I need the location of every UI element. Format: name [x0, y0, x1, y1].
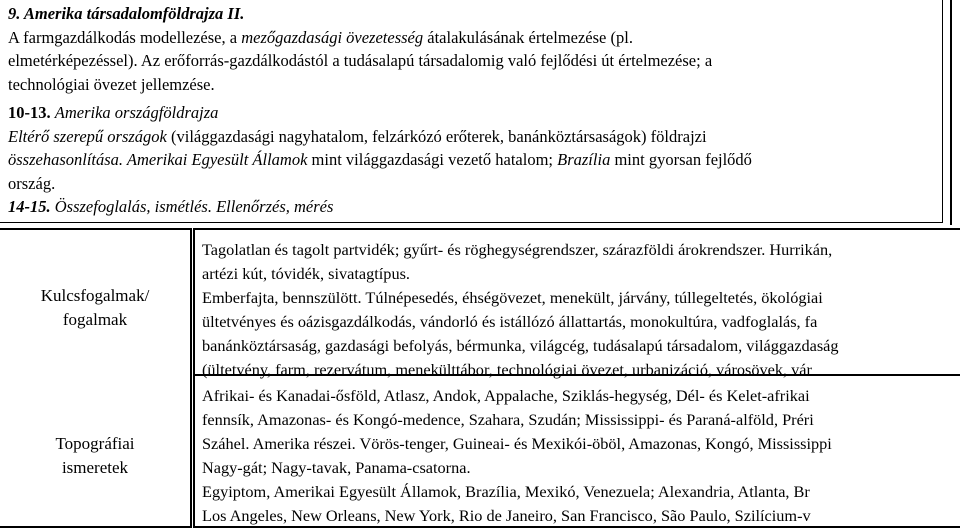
- section-10-heading: [0, 101, 942, 125]
- section-10-line-1-italic: Eltérő szerepű országok: [8, 126, 167, 146]
- right-edge-rule: [950, 0, 952, 225]
- section-10-line-2-italic-b: Brazília: [557, 150, 611, 169]
- section-9-line-1-italic: mezőgazdasági övezetesség: [241, 27, 424, 47]
- section-9-line-3: technológiai övezet jellemzése.: [8, 74, 215, 94]
- table-bottom-rule-left: [0, 526, 190, 528]
- concepts-cell: [202, 238, 960, 382]
- table-top-rule-left: [0, 228, 190, 230]
- section-9-line-1: [0, 26, 942, 50]
- topography-line-3: Száhel. Amerika részei. Vörös-tenger, Guineai- és Mexikói-öböl, Amazonas, Kongó, Mississippi: [202, 434, 832, 453]
- concepts-line-5: banánköztársaság, gazdasági befolyás, bérmunka, világcég, tudásalapú társadalom, világgazdaság: [202, 336, 839, 355]
- topography-line-5: Egyiptom, Amerikai Egyesült Államok, Brazília, Mexikó, Venezuela; Alexandria, Atlanta, Br: [202, 482, 810, 501]
- concepts-line-2: artézi kút, tóvidék, sivatagtípus.: [202, 264, 410, 283]
- section-10-line-2: [0, 148, 942, 172]
- section-10-line-3: ország.: [8, 173, 56, 193]
- topography-label: [0, 432, 190, 480]
- curriculum-top-block: [0, 0, 943, 223]
- column-divider-left: [190, 228, 192, 528]
- topography-label-line-2: ismeretek: [61, 458, 129, 477]
- section-10-number: 10-13.: [8, 103, 51, 122]
- topography-line-2: fennsík, Amazonas- és Kongó-medence, Szahara, Szudán; Mississippi- és Paraná-alföld, Préri: [202, 410, 814, 429]
- section-14-heading: [0, 195, 942, 219]
- section-10-title: Amerika országföldrajza: [54, 103, 219, 122]
- topography-line-6: Los Angeles, New Orleans, New York, Rio de Janeiro, San Francisco, São Paulo, Szilícium-v: [202, 506, 811, 525]
- concepts-line-3: Emberfajta, bennszülött. Túlnépesedés, éhségövezet, menekült, járvány, túllegeltetés, ökológiai: [202, 288, 823, 307]
- section-9-line-1-start: A farmgazdálkodás modellezése, a: [8, 27, 242, 47]
- section-9-line-1-end: átalakulásának értelmezése (pl.: [423, 27, 633, 47]
- table-top-rule-right: [193, 228, 960, 230]
- column-divider-right: [193, 228, 195, 528]
- section-10-line-1: [0, 125, 942, 149]
- concepts-line-4: ültetvényes és oázisgazdálkodás, vándorló és istállózó állattartás, monokultúra, vadfoglalás, fa: [202, 312, 818, 331]
- section-14-title: Összefoglalás, ismétlés.: [54, 197, 212, 216]
- concepts-line-1: Tagolatlan és tagolt partvidék; gyűrt- és röghegységrendszer, szárazföldi árokrendszer. Hurrikán,: [202, 240, 833, 259]
- topography-line-1: Afrikai- és Kanadai-ősföld, Atlasz, Andok, Appalache, Sziklás-hegység, Dél- és Kelet-afrikai: [202, 386, 810, 405]
- concepts-label-line-2: fogalmak: [62, 310, 128, 329]
- topography-line-4: Nagy-gát; Nagy-tavak, Panama-csatorna.: [202, 458, 471, 477]
- topography-cell: [202, 384, 960, 528]
- section-10-line-2-italic-a: összehasonlítása. Amerikai Egyesült Államok: [8, 150, 308, 169]
- concepts-line-6: (ültetvény, farm, rezervátum, menekülttábor, technológiai övezet, urbanizáció, városövek, vár: [202, 360, 812, 379]
- concepts-label-line-1: Kulcsfogalmak/: [40, 286, 150, 305]
- section-10-line-2-rest: mint gyorsan fejlődő: [610, 150, 752, 169]
- section-10-line-1-rest: (világgazdasági nagyhatalom, felzárkózó erőterek, banánköztársaságok) földrajzi: [166, 126, 707, 146]
- topography-label-line-1: Topográfiai: [55, 434, 135, 453]
- section-10-line-2-mid: mint világgazdasági vezető hatalom;: [307, 150, 558, 169]
- section-9-line-2: elmetérképezéssel). Az erőforrás-gazdálkodástól a tudásalapú társadalomig való fejlődési út értelmezése; a: [8, 51, 713, 70]
- concepts-label: [0, 284, 190, 332]
- section-14-number: 14-15.: [8, 197, 51, 216]
- section-9-heading: 9. Amerika társadalomföldrajza II.: [8, 4, 245, 23]
- section-14-rest: Ellenőrzés, mérés: [211, 197, 334, 216]
